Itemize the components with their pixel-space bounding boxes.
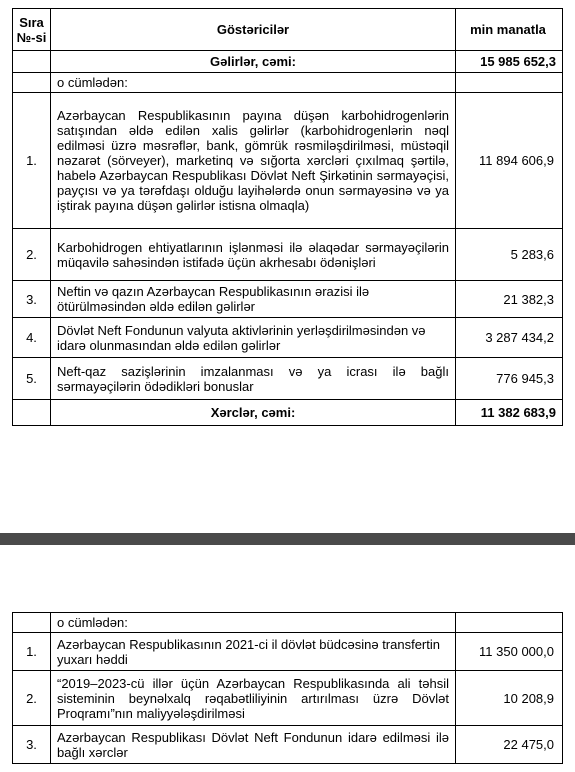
expenses-subheader: o cümlədən: xyxy=(51,613,456,633)
row-description: “2019–2023-cü illər üçün Azərbaycan Respublikasında ali təhsil sisteminin beynəlxalq rəqabətliliyinin artırılması üzrə Dövlət Proqramı”nın maliyyələşdirilməsi xyxy=(51,671,456,726)
header-number: Sıra №-si xyxy=(13,9,51,51)
row-number: 5. xyxy=(13,358,51,400)
row-description: Karbohidrogen ehtiyatlarının işlənməsi ilə əlaqədar sərmayəçilərin müqavilə sahəsindən istifadə üçün akrhesabı ödənişləri xyxy=(51,229,456,281)
row-value: 11 350 000,0 xyxy=(456,633,563,671)
row-description: Azərbaycan Respublikasının payına düşən karbohidrogenlərin satışından əldə edilən xalis gəlirlər (karbohidrogenlərin nəql edilməsi üzrə məsrəflər, bank, gömrük rəsmiləşdirilməsi, müstəqil nəzarət (sörveyer), marketinq və sığorta xərcləri çıxılmaq şərtilə, habelə Azərbaycan Respublikası Dövlət Neft Şirkətinin sərmayəçisi, payçısı və ya tərəfdaşı olduğu layihələrdə onun sərmayəsinə və ya iştirak payına düşən gəlirlər istisna olmaqla) xyxy=(51,93,456,229)
row-value: 10 208,9 xyxy=(456,671,563,726)
table-row xyxy=(13,726,563,764)
row-number: 4. xyxy=(13,318,51,358)
table-row xyxy=(13,358,563,400)
income-total-row xyxy=(13,51,563,73)
expenses-subheader-row xyxy=(13,613,563,633)
table-header-row xyxy=(13,9,563,51)
row-value: 11 894 606,9 xyxy=(456,93,563,229)
table-row xyxy=(13,93,563,229)
table-row xyxy=(13,633,563,671)
page-break-divider xyxy=(0,533,575,545)
expenses-total-value: 11 382 683,9 xyxy=(456,400,563,426)
row-number: 1. xyxy=(13,93,51,229)
row-value: 776 945,3 xyxy=(456,358,563,400)
row-description: Neft-qaz sazişlərinin imzalanması və ya icrası ilə bağlı sərmayəçilərin ödədikləri bonuslar xyxy=(51,358,456,400)
row-description: Azərbaycan Respublikasının 2021-ci il dövlət büdcəsinə transfertin yuxarı həddi xyxy=(51,633,456,671)
table-row xyxy=(13,318,563,358)
row-number: 2. xyxy=(13,229,51,281)
income-subheader: o cümlədən: xyxy=(51,73,456,93)
row-value: 21 382,3 xyxy=(456,281,563,318)
row-description: Dövlət Neft Fondunun valyuta aktivlərinin yerləşdirilməsindən və idarə olunmasından əldə edilən gəlirlər xyxy=(51,318,456,358)
expenses-total-label: Xərclər, cəmi: xyxy=(51,400,456,426)
row-number: 3. xyxy=(13,726,51,764)
income-total-label: Gəlirlər, cəmi: xyxy=(51,51,456,73)
header-indicators: Göstəricilər xyxy=(51,9,456,51)
row-number: 3. xyxy=(13,281,51,318)
budget-table-page2 xyxy=(12,612,563,764)
income-subheader-row xyxy=(13,73,563,93)
table-row xyxy=(13,229,563,281)
row-value: 5 283,6 xyxy=(456,229,563,281)
expenses-total-row xyxy=(13,400,563,426)
row-number: 2. xyxy=(13,671,51,726)
row-description: Neftin və qazın Azərbaycan Respublikasının ərazisi ilə ötürülməsindən əldə edilən gəlirlər xyxy=(51,281,456,318)
header-unit: min manatla xyxy=(456,9,563,51)
table-row xyxy=(13,281,563,318)
table-row xyxy=(13,671,563,726)
row-value: 3 287 434,2 xyxy=(456,318,563,358)
income-total-value: 15 985 652,3 xyxy=(456,51,563,73)
row-number: 1. xyxy=(13,633,51,671)
row-description: Azərbaycan Respublikası Dövlət Neft Fondunun idarə edilməsi ilə bağlı xərclər xyxy=(51,726,456,764)
budget-table-page1 xyxy=(12,8,563,426)
row-value: 22 475,0 xyxy=(456,726,563,764)
